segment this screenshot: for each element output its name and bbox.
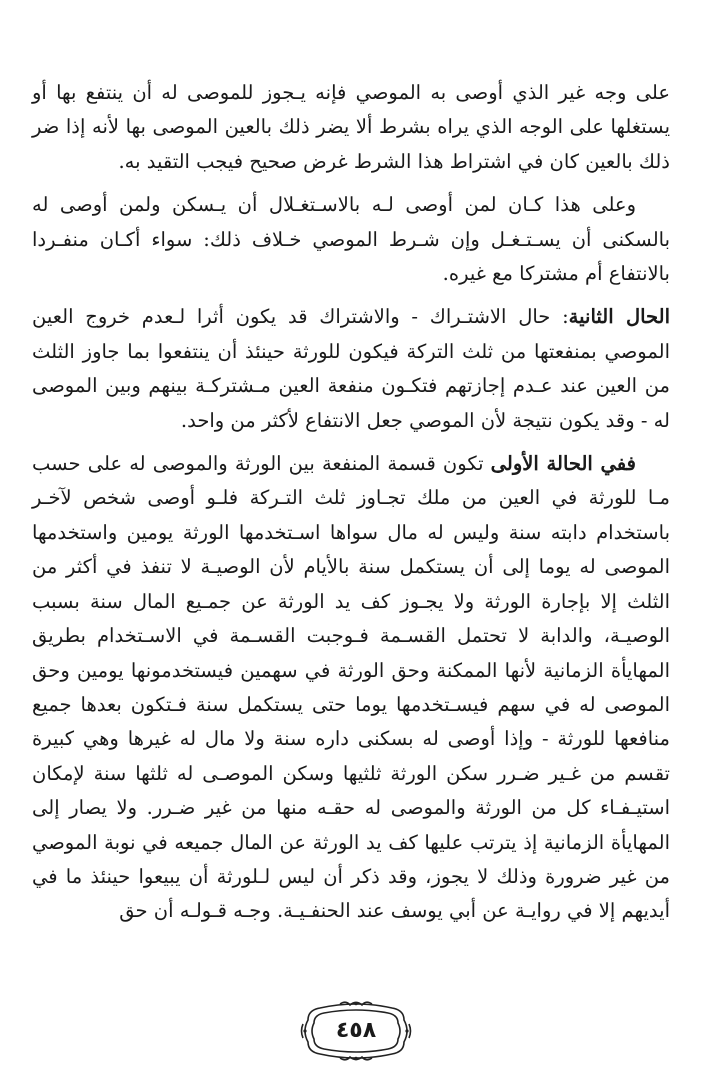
page-number: ٤٥٨ bbox=[335, 1018, 377, 1043]
paragraph-4-heading: ففي الحالة الأولى bbox=[490, 452, 636, 476]
paragraph-2-text: وعلى هذا كـان لمن أوصى لـه بالاسـتغـلال أن يـسكن ولمن أوصى له بالسكنى أن يسـتـغـل وإن شـرط الموصي خـلاف ذلك: سواء أكـان منفـردا بالانتفاع أم مشتركا مع غيره. bbox=[32, 193, 670, 286]
paragraph-4-text: تكون قسمة المنفعة بين الورثة والموصى له على حسب مـا للورثة في العين من ملك تجـاوز ثلث التـركة فلـو أوصى شخص لآخـر باستخدام دابته سنة وليس له مال سواها اسـتخدمها الورثة يومين واستخدمها الموصى له يوما إلى أن يستكمل سنة بالأيام لأن الوصيـة لا تنفذ في أكثر من الثلث إلا بإجارة الورثة ولا يجـوز كف يد الورثة عن جمـيع المال سنة بسبب الوصيـة، والدابة لا تحتمل القسـمة فـوجبت القسـمة في الاسـتخدام بطريق المهايأة الزمانية لأنها الممكنة وحق الورثة في سهمين فيستخدمونها يومين وحق الموصى له في سهم فيسـتخدمها يوما حتى يستكمل سنة فـتكون بعدها جميع منافعها للورثة - وإذا أوصى له بسكنى داره سنة ولا مال له غيرها وهي كبيرة تقسم من غـير ضـرر سكن الورثة ثلثيها وسكن الموصـى له ثلثها سنة لإمكان استيـفـاء كل من الورثة والموصى له حقـه منها من غير ضـرر. ولا يصار إلى المهايأة الزمانية إذ يترتب عليها كف يد الورثة عن المال جميعه في نوبة الموصي من غير ضرورة وذلك لا يجوز، وقد ذكر أن ليس لـلورثة أن يبيعوا حينئذ ما في أيديهم إلا في روايـة عن أبي يوسف عند الحنفـيـة. وجـه قـولـه أن حق bbox=[32, 452, 670, 923]
paragraph-1-text: على وجه غير الذي أوصى به الموصي فإنه يـجوز للموصى له أن ينتفع بها أو يستغلها على الوجه الذي يراه بشرط ألا يضر ذلك بالعين الموصى بها لأنه إذا ضر ذلك بالعين كان في اشتراط هذا الشرط غرض صحيح فيجب التقيد به. bbox=[32, 81, 670, 173]
paragraph-2 bbox=[32, 188, 670, 291]
paragraph-3 bbox=[32, 300, 670, 438]
paragraph-4 bbox=[32, 447, 670, 929]
paragraph-1 bbox=[32, 76, 670, 179]
paragraph-3-text: : حال الاشتـراك - والاشتراك قد يكون أثرا لـعدم خروج العين الموصي بمنفعتها من ثلث التركة فيكون للورثة حينئذ أن ينتفعوا بما جاوز الثلث من العين عند عـدم إجازتهم فتكـون منفعة العين مـشتركـة بينهم وبين الموصى له - وقد يكون نتيجة لأن الموصي جعل الانتفاع لأكثر من واحد. bbox=[32, 305, 670, 432]
body-text bbox=[32, 76, 670, 938]
page-number-frame bbox=[300, 1000, 412, 1062]
paragraph-3-heading: الحال الثانية bbox=[568, 305, 671, 329]
